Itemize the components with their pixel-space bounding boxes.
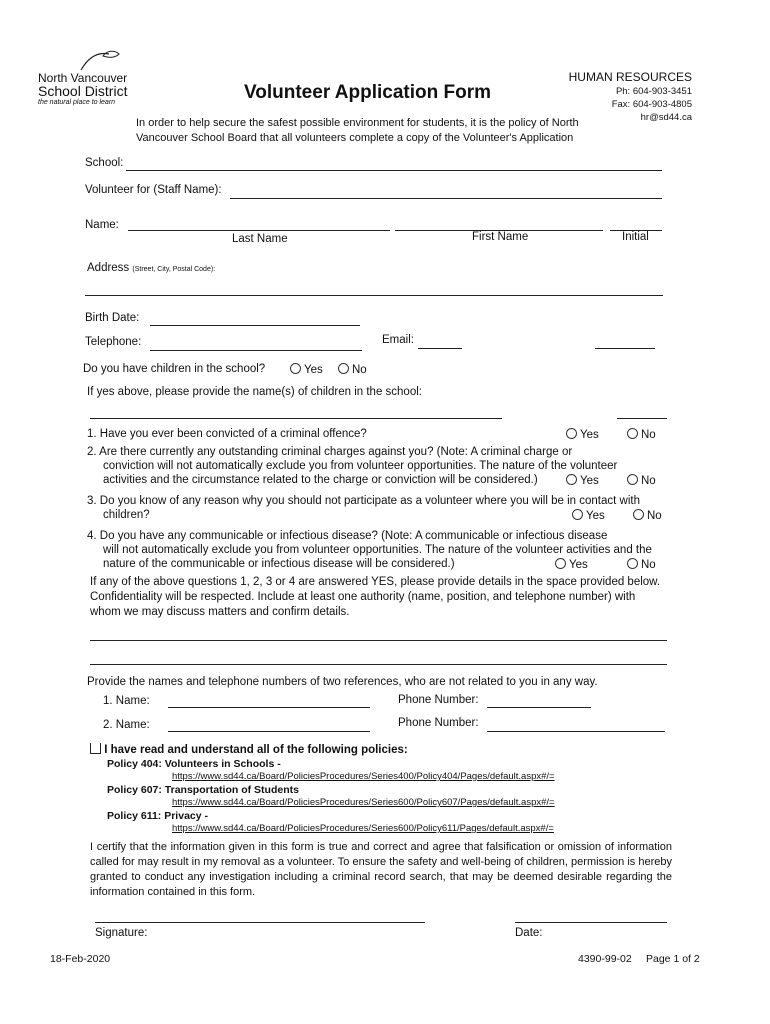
- signature-field[interactable]: [95, 922, 425, 923]
- school-field[interactable]: [126, 170, 662, 171]
- email-field-end[interactable]: [595, 348, 655, 349]
- signature-label: Signature:: [95, 927, 148, 939]
- email-label: Email:: [382, 334, 414, 346]
- policy-label: Policy 607:: [107, 784, 162, 796]
- address-label: [87, 262, 215, 274]
- first-name-caption: First Name: [472, 231, 529, 243]
- yes-label: Yes: [580, 475, 599, 487]
- q1-yes-radio[interactable]: [566, 428, 577, 439]
- reference-2-phone-field[interactable]: [487, 731, 665, 732]
- question-text-line: Do you have any communicable or infectious disease? (Note: A communicable or infectious disease: [99, 530, 608, 542]
- volunteer-for-field[interactable]: [230, 198, 662, 199]
- org-tagline: the natural place to learn: [38, 99, 116, 106]
- policy-404-link[interactable]: https://www.sd44.ca/Board/PoliciesProcedures/Series400/Policy404/Pages/default.aspx#/=: [172, 771, 555, 782]
- last-name-field[interactable]: [128, 230, 390, 231]
- org-name-line2: School District: [38, 83, 128, 99]
- address-hint: (Street, City, Postal Code):: [132, 266, 216, 273]
- q2-no-option[interactable]: [627, 474, 656, 487]
- form-code: 4390-99-02: [578, 953, 632, 965]
- policy-label: Policy 404:: [107, 758, 162, 770]
- q4-yes-option[interactable]: [555, 558, 588, 571]
- reference-2-name-field[interactable]: [168, 731, 370, 732]
- details-line-2: Confidentiality will be respected. Include at least one authority (name, position, and telephone number) with: [90, 591, 636, 603]
- children-no-radio[interactable]: [338, 363, 349, 374]
- details-line-3: whom we may discuss matters and confirm details.: [90, 606, 350, 618]
- children-question: Do you have children in the school?: [83, 363, 266, 375]
- question-text-line: conviction will not automatically exclude you from volunteer opportunities. The nature of the volunteer: [103, 460, 618, 472]
- hr-department: HUMAN RESOURCES: [568, 70, 692, 84]
- birth-date-label: Birth Date:: [85, 312, 140, 324]
- address-label-text: Address: [87, 262, 130, 274]
- policies-heading-row: [90, 743, 408, 756]
- children-yes-option[interactable]: [290, 363, 323, 376]
- policy-611-row: [107, 810, 208, 822]
- question-number: 2.: [87, 446, 97, 458]
- details-field-line-2[interactable]: [90, 664, 667, 665]
- question-text-line: activities and the circumstance related to the charge or conviction will be considered.): [103, 474, 538, 486]
- yes-label: Yes: [580, 429, 599, 441]
- policies-checkbox[interactable]: [90, 743, 101, 754]
- policy-607-row: [107, 784, 299, 796]
- q3-no-option[interactable]: [633, 509, 662, 522]
- policy-607-link[interactable]: https://www.sd44.ca/Board/PoliciesProcedures/Series600/Policy607/Pages/default.aspx#/=: [172, 797, 555, 808]
- children-followup: If yes above, please provide the name(s) of children in the school:: [87, 386, 422, 398]
- question-2: [87, 446, 572, 458]
- volunteer-for-label: Volunteer for (Staff Name):: [85, 184, 222, 196]
- question-text-line: will not automatically exclude you from volunteer opportunities. The nature of the volunteer activities and the: [103, 544, 652, 556]
- question-number: 1.: [87, 428, 97, 440]
- telephone-field[interactable]: [150, 350, 362, 351]
- q3-yes-option[interactable]: [572, 509, 605, 522]
- details-field-line-1[interactable]: [90, 640, 667, 641]
- reference-2-name-label: 2. Name:: [103, 719, 150, 731]
- school-label: School:: [85, 157, 124, 169]
- reference-1-phone-field[interactable]: [487, 707, 591, 708]
- references-intro: Provide the names and telephone numbers of two references, who are not related to you in any way.: [87, 676, 598, 688]
- q2-yes-option[interactable]: [566, 474, 599, 487]
- q1-no-option[interactable]: [627, 428, 656, 441]
- intro-line-2: Vancouver School Board that all volunteers complete a copy of the Volunteer's Application: [136, 132, 574, 144]
- policy-title: Volunteers in Schools -: [164, 758, 281, 770]
- children-yes-label: Yes: [304, 364, 323, 376]
- question-number: 4.: [87, 530, 97, 542]
- q4-no-option[interactable]: [627, 558, 656, 571]
- question-3: [87, 495, 640, 507]
- reference-1-phone-label: Phone Number:: [398, 694, 479, 706]
- org-name-line1: North Vancouver: [38, 71, 128, 85]
- details-line-1: If any of the above questions 1, 2, 3 or 4 are answered YES, please provide details in the space provided below.: [90, 576, 661, 588]
- children-no-label: No: [352, 364, 367, 376]
- q2-no-radio[interactable]: [627, 474, 638, 485]
- q3-yes-radio[interactable]: [572, 509, 583, 520]
- children-no-option[interactable]: [338, 363, 367, 376]
- page-title: Volunteer Application Form: [244, 82, 492, 103]
- birth-date-field[interactable]: [150, 325, 360, 326]
- initial-caption: Initial: [622, 231, 649, 243]
- email-field[interactable]: [418, 348, 462, 349]
- name-label: Name:: [85, 219, 119, 231]
- policy-611-link[interactable]: https://www.sd44.ca/Board/PoliciesProcedures/Series600/Policy611/Pages/default.aspx#/=: [172, 823, 554, 834]
- question-number: 3.: [87, 495, 97, 507]
- q4-no-radio[interactable]: [627, 558, 638, 569]
- no-label: No: [641, 475, 656, 487]
- reference-2-phone-label: Phone Number:: [398, 717, 479, 729]
- intro-line-1: In order to help secure the safest possible environment for students, it is the policy of North: [136, 117, 579, 129]
- question-1: [87, 428, 367, 440]
- q2-yes-radio[interactable]: [566, 474, 577, 485]
- last-name-caption: Last Name: [232, 233, 288, 245]
- no-label: No: [641, 559, 656, 571]
- hr-email[interactable]: hr@sd44.ca: [640, 112, 692, 123]
- certification-text: I certify that the information given in this form is true and correct and agree that falsification or omission of information called for may result in my removal as a volunteer. To ensure the safety and well-being of children, permission is hereby granted to conduct any investigation including a criminal record search, that may be deemed desirable regarding the information contained in this form.: [90, 841, 672, 898]
- page-number: Page 1 of 2: [646, 953, 700, 965]
- policy-title: Transportation of Students: [164, 784, 299, 796]
- policy-404-row: [107, 758, 281, 770]
- hr-fax: Fax: 604-903-4805: [611, 99, 692, 110]
- hr-phone: Ph: 604-903-3451: [615, 86, 692, 97]
- telephone-label: Telephone:: [85, 336, 142, 348]
- question-text-line: nature of the communicable or infectious disease will be considered.): [103, 558, 455, 570]
- q1-yes-option[interactable]: [566, 428, 599, 441]
- reference-1-name-label: 1. Name:: [103, 695, 150, 707]
- address-field[interactable]: [85, 295, 663, 296]
- question-text-line: Do you know of any reason why you should not participate as a volunteer where you will be in contact with: [99, 495, 640, 507]
- yes-label: Yes: [586, 510, 605, 522]
- date-field[interactable]: [515, 922, 667, 923]
- school-district-logo-icon: [75, 48, 125, 72]
- q3-no-radio[interactable]: [633, 509, 644, 520]
- no-label: No: [641, 429, 656, 441]
- reference-1-name-field[interactable]: [168, 707, 370, 708]
- no-label: No: [647, 510, 662, 522]
- policy-title: Privacy -: [164, 810, 208, 822]
- children-names-field-end[interactable]: [617, 418, 667, 419]
- q4-yes-radio[interactable]: [555, 558, 566, 569]
- date-label: Date:: [515, 927, 543, 939]
- q1-no-radio[interactable]: [627, 428, 638, 439]
- question-text-line: Are there currently any outstanding criminal charges against you? (Note: A criminal charge or: [99, 446, 573, 458]
- children-names-field[interactable]: [90, 418, 502, 419]
- policies-heading: I have read and understand all of the following policies:: [104, 744, 408, 756]
- footer-date: 18-Feb-2020: [50, 953, 111, 965]
- question-text-line: Have you ever been convicted of a criminal offence?: [99, 428, 367, 440]
- policy-label: Policy 611:: [107, 810, 162, 822]
- yes-label: Yes: [569, 559, 588, 571]
- question-4: [87, 530, 607, 542]
- children-yes-radio[interactable]: [290, 363, 301, 374]
- question-text-line: children?: [103, 509, 150, 521]
